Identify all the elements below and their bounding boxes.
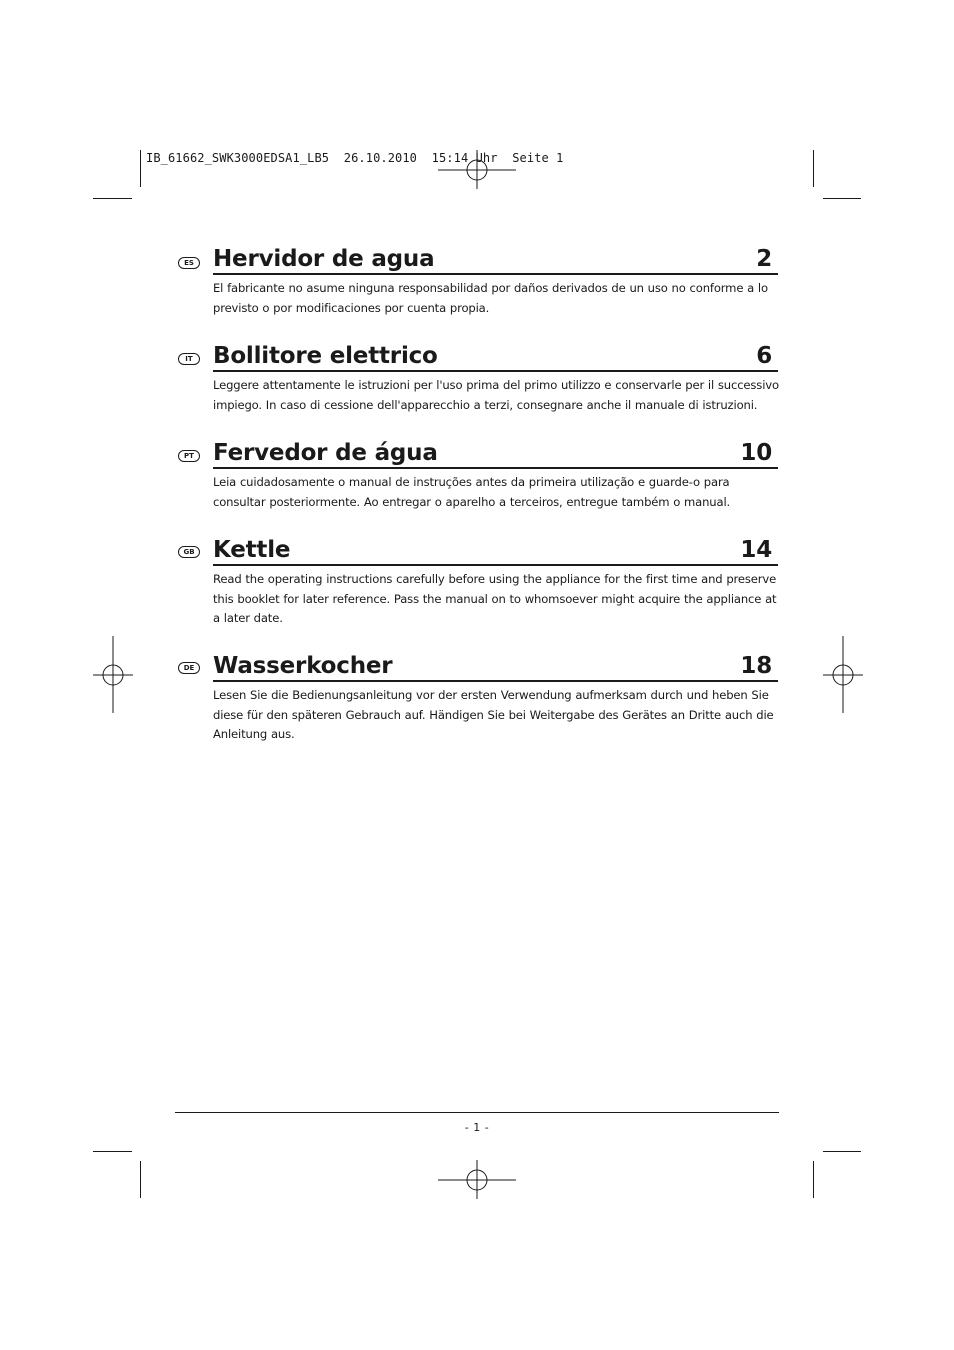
footer-rule (175, 1112, 779, 1113)
section-page-number: 14 (740, 537, 772, 563)
section-description: Read the operating instructions carefully before using the appliance for the first time and preserve this booklet for later reference. Pass the manual on to whomsoever might acquire the appliance at a later date. (213, 572, 777, 625)
section-heading (213, 437, 778, 469)
section-page-number: 18 (740, 653, 772, 679)
language-badge: IT (178, 353, 200, 365)
language-badge: GB (178, 546, 200, 558)
crop-mark-top-left-vertical (140, 150, 141, 187)
section-heading (213, 243, 778, 275)
registration-mark-bottom-icon (437, 1160, 517, 1200)
section-page-number: 10 (740, 440, 772, 466)
crop-mark-bottom-right-horizontal (823, 1151, 861, 1152)
language-badge: PT (178, 450, 200, 462)
section-heading (213, 650, 778, 682)
section-title: Fervedor de água (213, 440, 438, 466)
crop-mark-bottom-right-vertical (813, 1161, 814, 1198)
registration-mark-top-icon (437, 150, 517, 190)
crop-mark-top-right-horizontal (823, 198, 861, 199)
registration-mark-left-icon (92, 636, 134, 714)
registration-mark-right-icon (822, 636, 864, 714)
section-title: Hervidor de agua (213, 246, 435, 272)
crop-mark-top-right-vertical (813, 150, 814, 187)
crop-mark-bottom-left-horizontal (93, 1151, 132, 1152)
section-heading (213, 340, 778, 372)
crop-mark-bottom-left-vertical (140, 1161, 141, 1198)
language-badge: ES (178, 257, 200, 269)
section-title: Wasserkocher (213, 653, 393, 679)
section-heading (213, 534, 778, 566)
crop-mark-top-left-horizontal (93, 198, 132, 199)
print-slug: IB_61662_SWK3000EDSA1_LB5 26.10.2010 15:14 Uhr Seite 1 (146, 151, 564, 165)
section-title: Kettle (213, 537, 291, 563)
page-number: - 1 - (464, 1121, 490, 1134)
section-description: Leggere attentamente le istruzioni per l'uso prima del primo utilizzo e conservarle per il successivo impiego. In caso di cessione dell'apparecchio a terzi, consegnare anche il manuale di istruzioni. (213, 378, 779, 412)
section-page-number: 6 (756, 343, 772, 369)
language-badge: DE (178, 662, 200, 674)
section-page-number: 2 (756, 246, 772, 272)
section-description: Lesen Sie die Bedienungsanleitung vor der ersten Verwendung aufmerksam durch und heben Sie diese für den späteren Gebrauch auf. Händigen Sie bei Weitergabe des Gerätes an Dritte auch die Anleitung aus. (213, 688, 774, 741)
section-description: Leia cuidadosamente o manual de instruções antes da primeira utilização e guarde-o para consultar posteriormente. Ao entregar o aparelho a terceiros, entregue também o manual. (213, 475, 731, 509)
section-title: Bollitore elettrico (213, 343, 438, 369)
section-description: El fabricante no asume ninguna responsabilidad por daños derivados de un uso no conforme a lo previsto o por modificaciones por cuenta propia. (213, 281, 768, 315)
